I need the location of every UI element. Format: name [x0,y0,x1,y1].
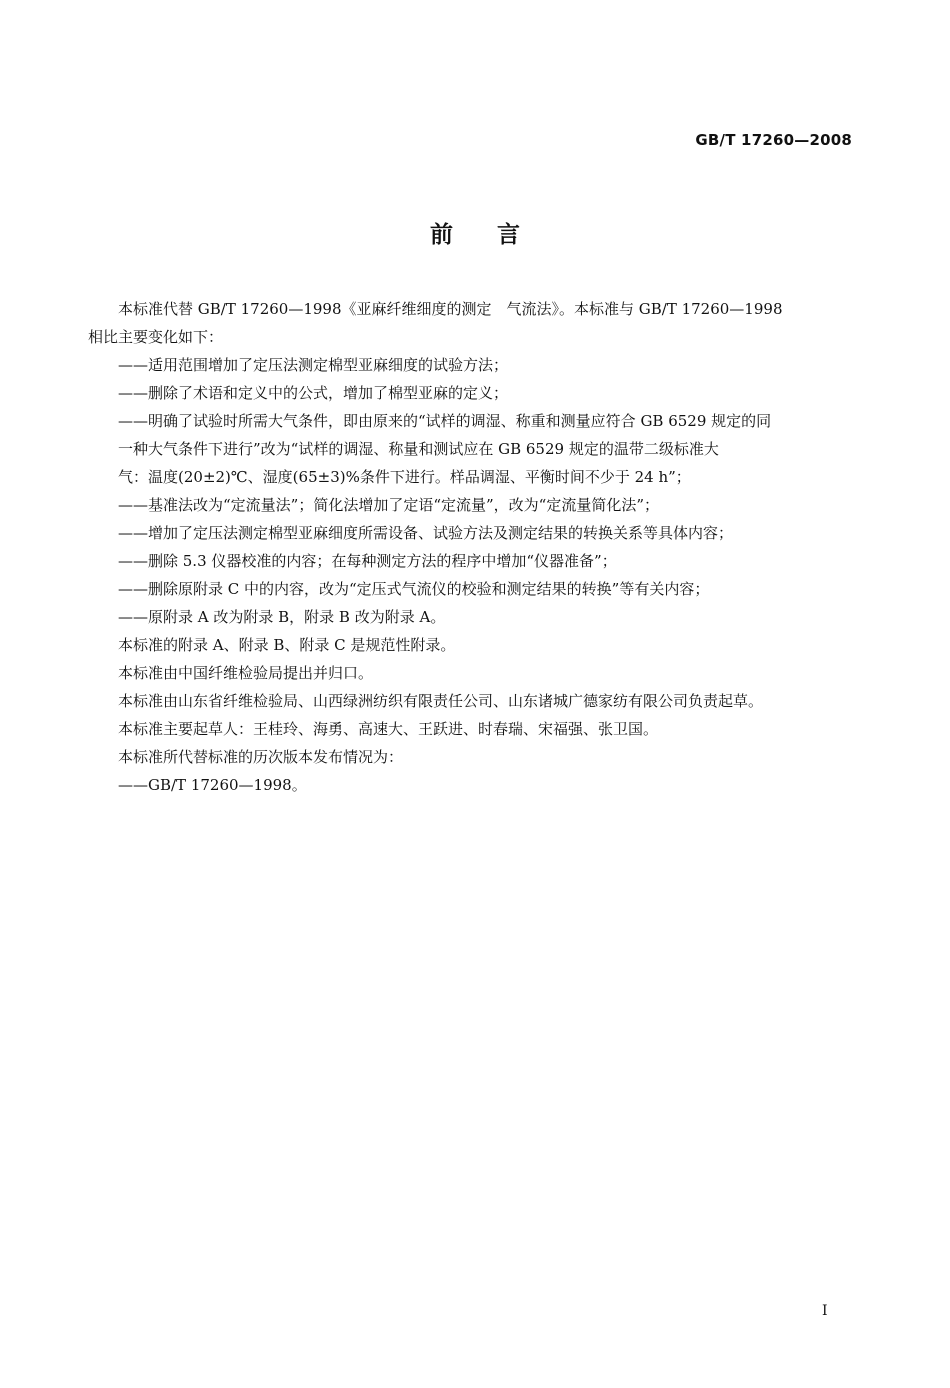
change-item-continuation: 气：温度(20±2)℃、湿度(65±3)%条件下进行。样品调湿、平衡时间不少于 24 h”； [118,468,691,486]
paragraph-annexes: 本标准的附录 A、附录 B、附录 C 是规范性附录。 [118,636,456,654]
paragraph-history-intro: 本标准所代替标准的历次版本发布情况为： [118,748,404,766]
history-item: ——GB/T 17260—1998。 [118,776,307,794]
change-item-continuation: 一种大气条件下进行”改为“试样的调湿、称量和测试应在 GB 6529 规定的温带二级标准大 [118,440,719,458]
change-list [88,351,858,631]
change-item: ——删除原附录 C 中的内容，改为“定压式气流仪的校验和测定结果的转换”等有关内容； [118,580,710,598]
paragraph-drafters: 本标准主要起草人：王桂玲、海勇、高速大、王跃进、时春瑞、宋福强、张卫国。 [118,720,659,738]
change-item: ——适用范围增加了定压法测定棉型亚麻细度的试验方法； [118,356,509,374]
standard-number: GB/T 17260—2008 [695,131,852,149]
document-body [88,295,858,799]
change-item: ——删除 5.3 仪器校准的内容；在每种测定方法的程序中增加“仪器准备”； [118,552,617,570]
intro-line-1: 本标准代替 GB/T 17260—1998《亚麻纤维细度的测定 气流法》。本标准与 GB/T 17260—1998 [118,300,783,318]
intro-line-2: 相比主要变化如下： [88,328,224,346]
page-title: 前言 [430,222,564,248]
change-item: ——明确了试验时所需大气条件，即由原来的“试样的调湿、称重和测量应符合 GB 6529 规定的同 [118,412,772,430]
paragraph-proposer: 本标准由中国纤维检验局提出并归口。 [118,664,374,682]
change-item: ——原附录 A 改为附录 B，附录 B 改为附录 A。 [118,608,446,626]
change-item: ——删除了术语和定义中的公式，增加了棉型亚麻的定义； [118,384,509,402]
change-item: ——增加了定压法测定棉型亚麻细度所需设备、试验方法及测定结果的转换关系等具体内容； [118,524,734,542]
page-number: I [822,1303,828,1319]
paragraph-drafting-units: 本标准由山东省纤维检验局、山西绿洲纺织有限责任公司、山东诸城广德家纺有限公司负责起草。 [118,692,764,710]
change-item: ——基准法改为“定流量法”；简化法增加了定语“定流量”，改为“定流量简化法”； [118,496,660,514]
